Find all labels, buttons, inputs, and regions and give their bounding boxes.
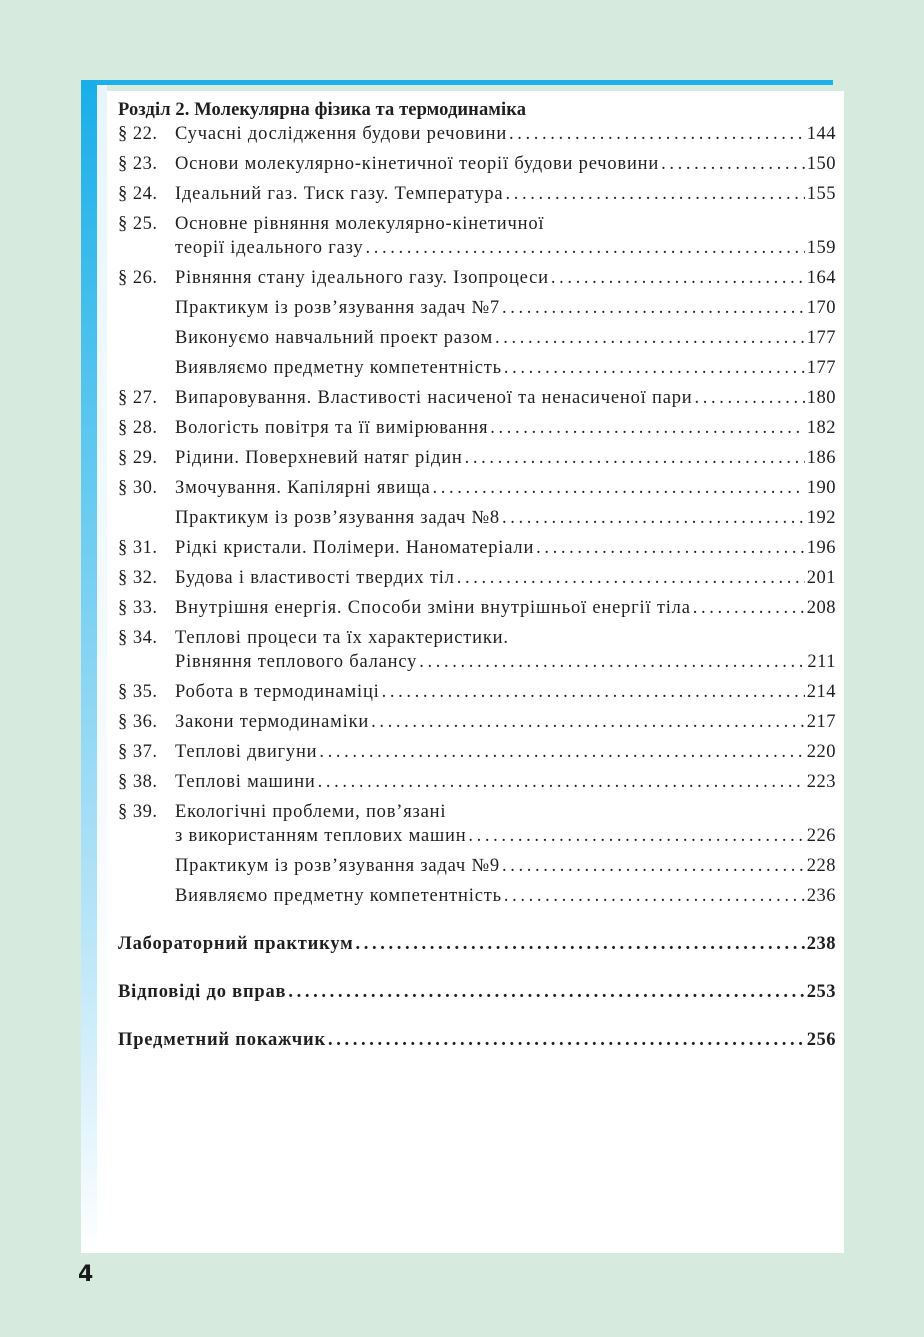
leader-dots	[490, 416, 804, 440]
back-matter-page: 253	[806, 982, 836, 1002]
entry-page: 177	[806, 328, 836, 348]
entry-page: 144	[806, 124, 836, 144]
entry-title: Виявляємо предметну компетентність	[175, 886, 502, 906]
back-matter-page: 256	[806, 1030, 836, 1050]
leader-dots	[288, 980, 804, 1004]
entry-page: 223	[806, 772, 836, 792]
toc-entry[interactable]	[118, 446, 836, 476]
entry-number: § 34.	[118, 628, 158, 648]
toc-entry[interactable]	[118, 152, 836, 182]
entry-number: § 24.	[118, 184, 158, 204]
entry-title: Сучасні дослідження будови речовини	[175, 124, 508, 144]
entry-number: § 35.	[118, 682, 158, 702]
leader-dots	[504, 356, 805, 380]
entry-page: 159	[806, 238, 836, 258]
entry-page: 208	[806, 598, 836, 618]
entry-number: § 36.	[118, 712, 158, 732]
toc-entry[interactable]	[118, 680, 836, 710]
top-accent-bar	[97, 80, 833, 85]
entry-title-continued: Рівняння теплового балансу	[175, 652, 418, 672]
entry-title: Будова і властивості твердих тіл	[175, 568, 455, 588]
toc-entry[interactable]	[118, 626, 836, 680]
spacer	[118, 914, 836, 932]
toc-entry[interactable]	[118, 710, 836, 740]
leader-dots	[419, 650, 805, 674]
leader-dots	[495, 326, 805, 350]
entry-number: § 26.	[118, 268, 158, 288]
leader-dots	[551, 266, 805, 290]
leader-dots	[694, 386, 804, 410]
toc-entry[interactable]	[118, 566, 836, 596]
leader-dots	[505, 182, 804, 206]
leader-dots	[502, 854, 805, 878]
entry-page: 186	[806, 448, 836, 468]
leader-dots	[468, 824, 804, 848]
back-matter-page: 238	[806, 934, 836, 954]
entry-page: 180	[806, 388, 836, 408]
leader-dots	[319, 740, 804, 764]
entry-title-continued: з використанням теплових машин	[175, 826, 467, 846]
entry-title: Рідини. Поверхневий натяг рідин	[175, 448, 463, 468]
back-matter-entry[interactable]	[118, 980, 836, 1028]
entry-title: Виявляємо предметну компетентність	[175, 358, 502, 378]
entry-page: 150	[806, 154, 836, 174]
back-matter-entry[interactable]	[118, 932, 836, 980]
entry-title: Основне рівняння молекулярно-кінетичної	[175, 214, 545, 234]
entry-number: § 28.	[118, 418, 158, 438]
entry-page: 196	[806, 538, 836, 558]
entry-number: § 29.	[118, 448, 158, 468]
entry-number: § 32.	[118, 568, 158, 588]
toc-entry[interactable]	[118, 476, 836, 506]
leader-dots	[502, 506, 805, 530]
section-title: Розділ 2. Молекулярна фізика та термодинаміка	[118, 100, 527, 120]
entry-number: § 23.	[118, 154, 158, 174]
entry-page: 226	[806, 826, 836, 846]
leader-dots	[371, 710, 805, 734]
entry-title: Основи молекулярно-кінетичної теорії будови речовини	[175, 154, 660, 174]
entry-page: 211	[807, 652, 836, 672]
entry-title: Виконуємо навчальний проект разом	[175, 328, 493, 348]
entry-page: 170	[806, 298, 836, 318]
entry-number: § 25.	[118, 214, 158, 234]
back-matter-title: Предметний покажчик	[118, 1030, 326, 1050]
entry-title: Робота в термодинаміці	[175, 682, 380, 702]
leader-dots	[328, 1028, 805, 1052]
leader-dots	[365, 236, 804, 260]
entry-page: 228	[806, 856, 836, 876]
entry-page: 201	[806, 568, 836, 588]
entry-title: Теплові машини	[175, 772, 316, 792]
leader-dots	[382, 680, 805, 704]
leader-dots	[465, 446, 805, 470]
toc-entry[interactable]	[118, 122, 836, 152]
toc-entry[interactable]	[118, 596, 836, 626]
back-matter-entry[interactable]	[118, 1028, 836, 1076]
toc-entry[interactable]	[118, 296, 836, 326]
toc-entry[interactable]	[118, 212, 836, 266]
entry-page: 190	[806, 478, 836, 498]
entry-number: § 22.	[118, 124, 158, 144]
entry-title: Практикум із розв’язування задач №9	[175, 856, 500, 876]
leader-dots	[509, 122, 805, 146]
toc-entry[interactable]	[118, 356, 836, 386]
entry-page: 192	[806, 508, 836, 528]
entry-title: Рівняння стану ідеального газу. Ізопроцеси	[175, 268, 549, 288]
leader-dots	[457, 566, 805, 590]
back-matter	[118, 932, 836, 1076]
entry-number: § 30.	[118, 478, 158, 498]
leader-dots	[536, 536, 805, 560]
entry-page: 164	[806, 268, 836, 288]
toc-entry[interactable]	[118, 800, 836, 854]
leader-dots	[356, 932, 805, 956]
entry-number: § 27.	[118, 388, 158, 408]
entry-title: Практикум із розв’язування задач №8	[175, 508, 500, 528]
entry-page: 177	[806, 358, 836, 378]
entry-number: § 33.	[118, 598, 158, 618]
entry-title: Внутрішня енергія. Способи зміни внутрішньої енергії тіла	[175, 598, 691, 618]
leader-dots	[433, 476, 805, 500]
entry-page: 182	[806, 418, 836, 438]
entry-title-continued: теорії ідеального газу	[175, 238, 364, 258]
entry-page: 236	[806, 886, 836, 906]
entry-title: Екологічні проблеми, пов’язані	[175, 802, 447, 822]
toc-entry[interactable]	[118, 740, 836, 770]
leader-dots	[661, 152, 805, 176]
left-accent-stripe	[81, 80, 97, 1253]
entry-title: Рідкі кристали. Полімери. Наноматеріали	[175, 538, 535, 558]
toc-entry[interactable]	[118, 884, 836, 914]
entry-title: Ідеальний газ. Тиск газу. Температура	[175, 184, 504, 204]
entry-page: 214	[806, 682, 836, 702]
toc-entry[interactable]	[118, 326, 836, 356]
entry-page: 217	[806, 712, 836, 732]
entry-page: 220	[806, 742, 836, 762]
back-matter-title: Лабораторний практикум	[118, 934, 354, 954]
entry-title: Випаровування. Властивості насиченої та ненасиченої пари	[175, 388, 693, 408]
entry-number: § 37.	[118, 742, 158, 762]
toc-entry[interactable]	[118, 182, 836, 212]
table-of-contents	[118, 98, 836, 1076]
leader-dots	[318, 770, 805, 794]
toc-entry[interactable]	[118, 854, 836, 884]
page-number: 4	[78, 1262, 94, 1287]
leader-dots	[502, 296, 805, 320]
entry-title: Теплові двигуни	[175, 742, 318, 762]
toc-entry[interactable]	[118, 506, 836, 536]
toc-entry[interactable]	[118, 386, 836, 416]
toc-entry[interactable]	[118, 770, 836, 800]
entry-page: 155	[806, 184, 836, 204]
entry-title: Теплові процеси та їх характеристики.	[175, 628, 509, 648]
toc-entry[interactable]	[118, 536, 836, 566]
entry-title: Вологість повітря та її вимірювання	[175, 418, 489, 438]
inner-left-gradient	[97, 80, 107, 1253]
leader-dots	[693, 596, 805, 620]
toc-entry[interactable]	[118, 416, 836, 446]
entry-number: § 39.	[118, 802, 158, 822]
entry-title: Закони термодинаміки	[175, 712, 370, 732]
entry-title: Змочування. Капілярні явища	[175, 478, 431, 498]
back-matter-title: Відповіді до вправ	[118, 982, 287, 1002]
toc-entries	[118, 122, 836, 914]
entry-number: § 38.	[118, 772, 158, 792]
leader-dots	[504, 884, 805, 908]
entry-number: § 31.	[118, 538, 158, 558]
entry-title: Практикум із розв’язування задач №7	[175, 298, 500, 318]
toc-entry[interactable]	[118, 266, 836, 296]
